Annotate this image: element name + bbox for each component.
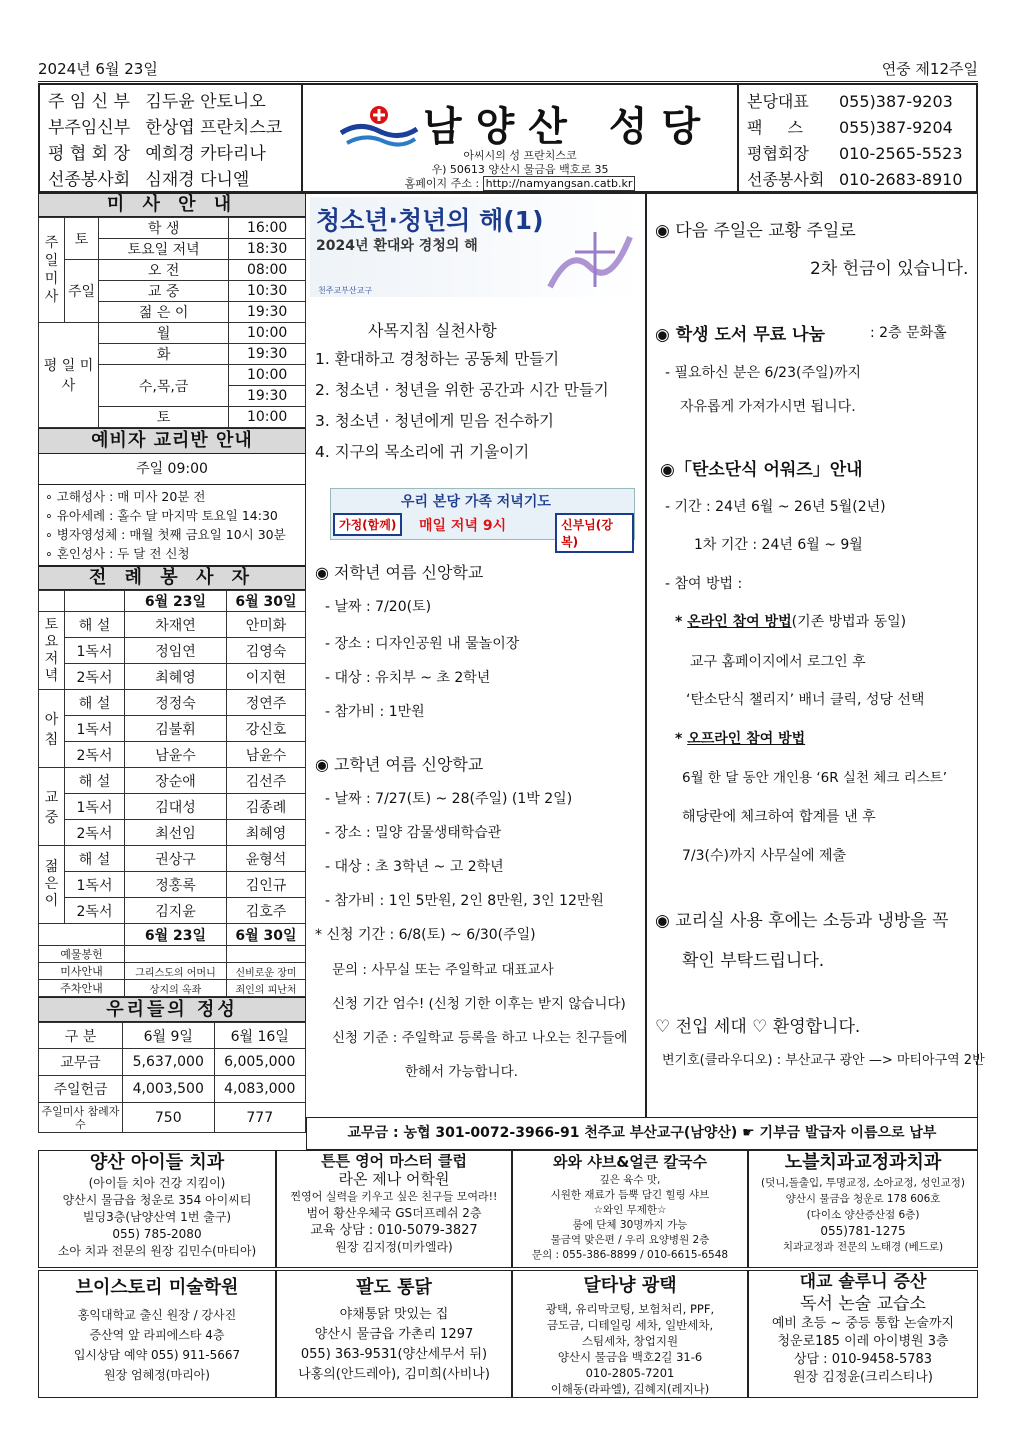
ad-chicken: 팔도 통닭 야채통닭 맛있는 집 양산시 물금읍 가촌리 1297 055) 363-9531(양산세무서 뒤) 나홍의(안드레아), 김미희(사비나) [276,1270,512,1398]
contact-row: 본당대표 055)387-9203 [747,92,953,111]
ad-kids-dental: 양산 아이들 치과 (아이들 치아 건강 지킴이) 양산시 물금읍 청운로 354 아이씨티 빌딩3층(남양산역 1번 출구) 055) 785-2080 소아 치과 전문의 원장 김민수(마티아) [38,1150,276,1268]
contact-row: 평협회장 010-2565-5523 [747,144,963,163]
school2-title: ◉ 고학년 여름 신앙학교 [315,755,484,774]
left-column [38,193,306,1133]
mass-table: 주일미사 토 학 생 16:00 토요일 저녁 18:30 주일 오 전 08:00 교 중 10:30 젊 은 이 19:30 평 일 미 사 월 10:00 화 19:30 수,목,금 10:00 19:30 토 10:00 [38,217,306,428]
banner-org: 천주교부산교구 [318,286,373,295]
prayer-right: 신부님(강복) [555,513,634,553]
offline-method: 오프라인 참여 방법 [687,731,806,747]
prayer-left: 가정(함께) [333,513,402,536]
ad-shabu: 와와 샤브&얼큰 칼국수 깊은 육수 맛, 시원한 재료가 듬뿍 담긴 힐링 샤브 ☆와인 무제한☆ 룸에 단체 30명까지 가능 물금역 맞은편 / 우리 요양병원 2층 문의 : 055-386-8899 / 010-6615-6548 [512,1150,748,1268]
ad-noble-dental: 노블치과교정과치과 (덧니,돌출입, 투명교정, 소아교정, 성인교정) 양산시 물금읍 청운로 178 606호 (다이소 양산증산점 6층) 055)781-1275 치과교정과 전문의 노태경 (베드로) [748,1150,978,1268]
sunday-mass-label: 주일미사 [39,218,65,323]
account-info: 교무금 : 농협 301-0072-3966-91 천주교 부산교구(남양산) ☛ 기부금 발급자 이름으로 납부 [306,1118,978,1150]
ad-art-academy: 브이스토리 미술학원 홍익대학교 출신 원장 / 강사진 증산역 앞 라피에스타 4층 입시상담 예약 055) 911-5667 원장 엄혜정(마리아) [38,1270,276,1398]
youth-banner [310,197,640,297]
school1-title: ◉ 저학년 여름 신앙학교 [315,563,484,582]
sat-label: 토 [65,218,99,260]
offerings-title: 우리들의 정성 [38,997,306,1022]
ad-car-polish: 달타냥 광택 광택, 유리막코팅, 보험처리, PPF, 금도금, 디테일링 세차, 일반세차, 스팀세차, 창업지원 양산시 물금읍 백호2길 31-6 010-2805-7201 이해동(라파엘), 김혜지(레지나) [512,1270,748,1398]
parish-address: 우) 50613 양산시 물금읍 백호로 35 [431,163,609,176]
contact-row: 팩 스 055)387-9204 [747,118,953,137]
clergy-box [38,83,303,193]
contacts-box [737,83,978,193]
clergy-row: 선종봉사회 심재경 다니엘 [48,170,250,190]
clergy-row: 평 협 회 장 예희경 카타리나 [48,144,266,164]
bulletin-date: 2024년 6월 23일 [38,60,158,78]
banner-title: 청소년·청년의 해(1) [316,206,544,235]
clergy-row: 주 임 신 부 김두윤 안토니오 [48,92,266,112]
parish-subtitle: 아씨시의 성 프란치스코 [463,149,577,162]
homepage-link[interactable]: http://namyangsan.catb.kr [483,176,636,191]
catechism-title: 예비자 교리반 안내 [38,428,306,454]
catechism-time: 주일 09:00 [38,454,306,484]
parish-header [303,83,737,193]
parish-logo-icon [339,103,419,153]
offerings-table: 구 분 6월 9일 6월 16일 교무금 5,637,000 6,005,000 주일헌금 4,003,500 4,083,000 주일미사 참례자수 750 777 [38,1022,306,1133]
youth-figures-icon [540,227,635,292]
top-line [38,58,978,82]
parish-name: 남양산 성당 [423,104,715,150]
online-method: 온라인 참여 방법 [687,614,792,630]
banner-subtitle: 2024년 환대와 경청의 해 [316,238,478,254]
mass-title: 미 사 안 내 [38,193,306,217]
evening-prayer-banner: 우리 본당 가족 저녁기도 가정(함께) 매일 저녁 9시 신부님(강복) [330,488,635,540]
servers-table: 6월 23일 6월 30일 토요저녁 해 설 차재연 안미화 1독서 정임연 김영숙 2독서 최혜영 이지현 아침 해 설 정정숙 정연주 1독서 김불휘 강신호 2독서 남윤수 남윤수 교중 해 설 장순애 김선주 1독서 김대성 김종례 2독서 최선임 최혜영 젊은이 해 설 권상구 윤형석 1독서 정홍록 김인규 2독서 김지윤 김호주 6월 23일 6월 30일 예물봉헌 미사안내 그리스도의 어머니 신비로운 장미 주차안내 상지의 옥좌 죄인의 피난처 [38,590,306,997]
weekday-mass-label: 평 일 미 사 [39,323,99,428]
liturgical-week: 연중 제12주일 [881,60,978,78]
prayer-center: 매일 저녁 9시 [419,518,507,534]
guidelines-title: 사목지침 실천사항 [368,321,497,340]
ad-essay-school: 대교 솔루니 증산 독서 논술 교습소 예비 초등 ~ 중등 통합 논술까지 청운로185 이레 아이병원 3층 상담 : 010-9458-5783 원장 김정윤(크리스티나) [748,1270,978,1398]
clergy-row: 부주임신부 한상엽 프란치스코 [48,118,283,138]
sun-label: 주일 [65,260,99,323]
sacrament-notes: ∘ 고해성사 : 매 미사 20분 전 ∘ 유아세례 : 홀수 달 마지막 토요일 14:30 ∘ 병자영성체 : 매월 첫째 금요일 10시 30분 ∘ 혼인성사 : 두 달 전 신청 [38,484,306,566]
servers-title: 전 례 봉 사 자 [38,566,306,590]
parish-homepage: 홈페이지 주소 : http://namyangsan.catb.kr [303,177,737,191]
ad-english-club: 튼튼 영어 마스터 클럽 라온 제나 어학원 찐영어 실력을 키우고 싶은 친구들 모여라!! 범어 황산우체국 GS더프레쉬 2층 교육 상담 : 010-5079-3827 원장 김지정(미카엘라) [276,1150,512,1268]
contact-row: 선종봉사회 010-2683-8910 [747,170,963,189]
